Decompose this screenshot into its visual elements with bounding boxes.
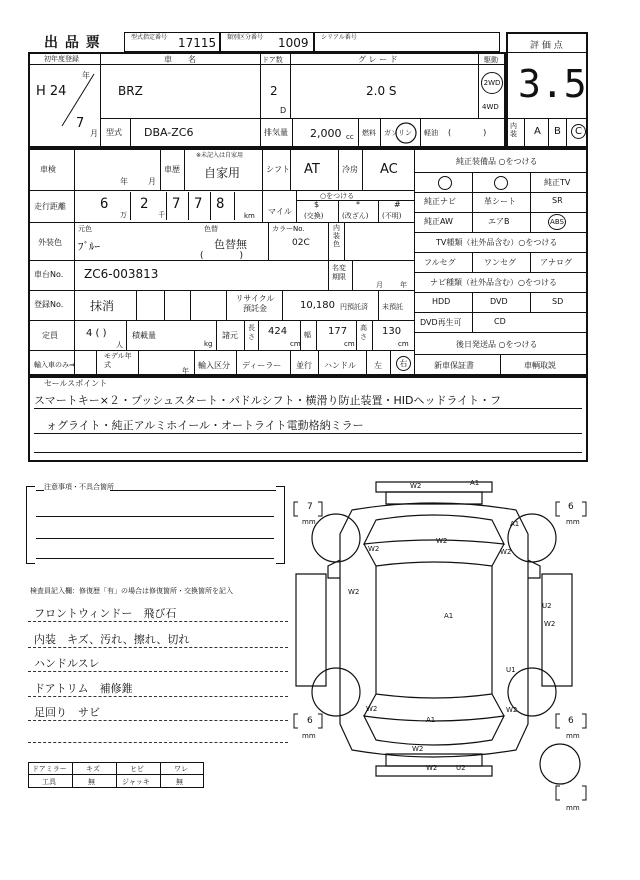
displacement-unit: cc [346, 133, 354, 141]
equip-navi: 純正ナビ [424, 197, 456, 206]
mark-front-right-a1: A1 [510, 520, 520, 528]
sales-line-1: スマートキー×２・プッシュスタート・パドルシフト・横滑り防止装置・HIDヘッドライト・フ [34, 394, 502, 407]
recycle-unpaid: 未預託 [382, 303, 403, 311]
score-label: 評 価 点 [530, 41, 563, 51]
right-side-panel [542, 574, 572, 686]
width-value: 177 [328, 326, 348, 337]
import-label: 輸入車のみ⇒ [34, 361, 75, 369]
front-left-wheel [312, 514, 360, 562]
doors-value: 2 [270, 84, 278, 98]
mile-label: マイル [268, 207, 292, 216]
history-value: 自家用 [204, 166, 241, 180]
notes-label: 注意事項・不具合箇所 [44, 483, 114, 491]
tool-value-3: ジャッキ [122, 778, 150, 786]
fuel-gasoline-circle [394, 121, 418, 145]
mark-rear-bumper-w2: W2 [426, 764, 438, 772]
mark-right-rear-u1: U1 [506, 666, 516, 674]
later-manual: 車輌取説 [524, 361, 556, 370]
notes-bracket-right [276, 486, 285, 564]
navi-title: ナビ種類（社外品含む）○をつける [430, 278, 557, 287]
mileage-digit-3: 7 [172, 196, 181, 212]
tread-spare-unit: mm [566, 804, 580, 812]
length-label: 長さ [248, 324, 255, 341]
spare-wheel [540, 744, 580, 784]
navi-sd: SD [552, 297, 564, 306]
fuel-gasoline: ガソリン [384, 129, 412, 137]
model-year-unit: 年 [182, 367, 189, 375]
handle-label: ハンドル [324, 361, 356, 370]
title-change-day: 年 [400, 281, 407, 289]
color-change-label: 色替 [204, 225, 218, 233]
tread-front-right-unit: mm [566, 518, 580, 526]
tv-analog: アナログ [540, 258, 572, 267]
tool-value-1: 工具 [42, 778, 56, 786]
shift-label: シフト [266, 165, 290, 174]
height-unit: cm [398, 340, 409, 348]
orig-color-label: 元色 [78, 225, 92, 233]
mark-front-right-w2: W2 [500, 548, 512, 556]
category-no-label: 類別区分番号 [227, 34, 264, 41]
dollar-sign: $ [314, 200, 320, 209]
recycle-unit: 円預託済 [340, 303, 368, 311]
title-change-label: 名変期限 [332, 264, 346, 281]
tread-front-left-unit: mm [302, 518, 316, 526]
inspector-line-1: フロントウィンドー 飛び石 [34, 607, 177, 620]
inspection-year-unit: 年 [120, 177, 128, 186]
tread-rear-right: 6 [568, 716, 574, 726]
navi-dvd-play: DVD再生可 [420, 318, 462, 327]
tread-front-left: 7 [307, 502, 313, 512]
interior-color-label: 内装色 [333, 224, 340, 248]
mileage-digit-5: 8 [216, 196, 225, 212]
reg-value: 抹消 [90, 299, 115, 313]
mark-front-bumper-w2: W2 [410, 482, 422, 490]
inspector-label: 検査員記入欄：修復歴「有」の場合は修復箇所・交換箇所を記入 [30, 587, 233, 595]
tv-title: TV種類（社外品含む）○をつける [436, 238, 558, 247]
color-label: 外装色 [38, 238, 62, 247]
colorno-value: 02C [292, 238, 310, 248]
unknown-label: (不明) [382, 212, 402, 220]
length-value: 424 [268, 326, 288, 337]
score-value: 3.5 [518, 62, 587, 106]
month-unit: 月 [90, 129, 98, 138]
tool-header-3: ヒビ [130, 765, 144, 773]
mark-rear-right-w2: W2 [506, 706, 518, 714]
tool-header-1: ドアミラー [32, 765, 67, 773]
capacity-unit: 人 [116, 341, 123, 349]
car-name-value: BRZ [118, 84, 143, 98]
mark-hint: ○をつける [320, 192, 355, 200]
height-label: 高さ [360, 324, 367, 341]
inspector-line-5: 足回り サビ [34, 706, 100, 719]
mark-rear-left-w2: W2 [366, 705, 378, 713]
grade-label: グ レ ー ド [358, 55, 398, 64]
hash-sign: # [394, 200, 401, 209]
import-parallel: 並行 [296, 361, 312, 370]
length-unit: cm [290, 340, 301, 348]
tampered-label: (改ざん) [342, 212, 369, 220]
notes-bracket-left [26, 486, 35, 564]
model-value: DBA-ZC6 [144, 126, 194, 139]
equip-aw: 純正AW [424, 217, 453, 226]
mark-front-left-w2: W2 [368, 545, 380, 553]
star-sign: * [356, 200, 360, 209]
equip-abs-circled: ABS [548, 214, 566, 230]
mileage-sen: 千 [158, 211, 165, 219]
width-unit: cm [344, 340, 355, 348]
dims-label: 諸元 [222, 331, 238, 340]
colorno-label: カラーNo. [272, 225, 305, 233]
first-reg-era: H 24 [36, 84, 67, 99]
navi-mark-icon [438, 176, 452, 190]
mileage-km: km [244, 212, 255, 220]
tv-fullseg: フルセグ [424, 258, 456, 267]
fuel-diesel: 軽油 [424, 129, 438, 137]
mark-right-side-u2: U2 [542, 602, 552, 610]
doors-label: ドア数 [262, 56, 283, 64]
displacement-value: 2,000 [310, 127, 342, 140]
tool-header-4: ワレ [174, 765, 188, 773]
sales-line-2: ォグライト・純正アルミホイール・オートライト電動格納ミラー [46, 419, 364, 432]
mark-front-bumper-a1: A1 [470, 479, 480, 487]
height-value: 130 [382, 326, 402, 337]
first-reg-label: 初年度登録 [44, 55, 79, 63]
color-change-value: 色替無 [214, 238, 247, 251]
tread-front-right: 6 [568, 502, 574, 512]
inspector-line-3: ハンドルスレ [34, 657, 100, 670]
mark-trunk-a1: A1 [426, 716, 436, 724]
interior-a: A [534, 126, 541, 137]
width-label: 幅 [304, 331, 311, 339]
mark-rear-lamp-w2: W2 [412, 745, 424, 753]
rear-left-wheel [312, 668, 360, 716]
hood-shape [364, 515, 504, 544]
equip-title: 純正装備品 ○をつける [456, 157, 538, 166]
interior-b: B [554, 126, 561, 137]
navi-dvd: DVD [490, 297, 508, 306]
mileage-digit-2: 2 [140, 196, 149, 212]
grade-value: 2.0 S [366, 84, 397, 98]
handle-right-circled: 右 [396, 356, 411, 371]
load-label: 積載量 [132, 331, 156, 340]
load-unit: kg [204, 340, 213, 348]
drive-2wd-circled: 2WD [481, 72, 503, 94]
interior-c-circled: C [571, 124, 586, 139]
chassis-value: ZC6-003813 [84, 267, 159, 281]
recycle-value: 10,180 [300, 300, 335, 311]
mark-roof-a1: A1 [444, 612, 454, 620]
navi-hdd: HDD [432, 297, 451, 306]
ac-label: 冷房 [342, 165, 358, 174]
mark-rear-bumper-u2: U2 [456, 764, 466, 772]
fuel-other: ( ) [448, 128, 487, 137]
inspection-label: 車検 [40, 165, 56, 174]
serial-label: シリアル番号 [321, 34, 357, 41]
fuel-label: 燃料 [362, 129, 376, 137]
leather-mark-icon [494, 176, 508, 190]
equip-tv: 純正TV [544, 178, 571, 187]
drive-label: 駆動 [484, 56, 498, 64]
shift-value: AT [304, 162, 320, 177]
history-label: 車歴 [164, 165, 180, 174]
model-label: 型式 [106, 128, 122, 137]
tread-rear-left: 6 [307, 716, 313, 726]
first-reg-month: 7 [76, 116, 85, 131]
reg-label: 登録No. [34, 300, 64, 309]
ac-value: AC [380, 162, 398, 177]
history-note: ※未記入は自家用 [196, 152, 244, 159]
drive-4wd: 4WD [482, 103, 499, 111]
orig-color-value: ﾌﾞﾙｰ [78, 240, 100, 253]
year-unit: 年 [82, 71, 90, 80]
form-title: 出 品 票 [44, 35, 101, 51]
left-side-panel [296, 574, 326, 686]
tool-header-2: キズ [86, 765, 100, 773]
inspector-line-2: 内装 キズ、汚れ、擦れ、切れ [34, 633, 190, 646]
left-mirror-shape [328, 560, 340, 578]
mark-right-side-w2: W2 [544, 620, 556, 628]
chassis-label: 車台No. [34, 270, 64, 279]
front-grille-shape [386, 492, 482, 504]
type-no-label: 型式指定番号 [131, 34, 168, 41]
capacity-label: 定員 [42, 331, 58, 340]
recycle-label: リサイクル預託金 [235, 294, 275, 313]
mileage-digit-1: 6 [100, 196, 109, 212]
mark-left-door-w2: W2 [348, 588, 360, 596]
equip-airbag: エアB [488, 217, 510, 226]
tool-value-2: 無 [88, 778, 95, 786]
tv-oneseg: ワンセグ [484, 258, 516, 267]
category-no-value: 1009 [278, 36, 309, 50]
mark-hood-w2: W2 [436, 537, 448, 545]
displacement-label: 排気量 [264, 128, 288, 137]
tool-value-4: 無 [176, 778, 183, 786]
mileage-label: 走行距離 [34, 202, 66, 211]
tread-rear-left-unit: mm [302, 732, 316, 740]
later-title: 後日発送品 ○をつける [456, 340, 538, 349]
capacity-value: 4 ( ) [86, 328, 107, 339]
import-type-label: 輸入区分 [198, 361, 230, 370]
tread-rear-right-unit: mm [566, 732, 580, 740]
import-dealer: ディーラー [242, 361, 282, 370]
right-mirror-shape [528, 560, 540, 578]
handle-left: 左 [374, 361, 382, 370]
exchange-label: (交換) [304, 212, 324, 220]
color-paren: ( ) [200, 251, 244, 261]
title-change-month: 月 [376, 281, 383, 289]
interior-label: 内装 [510, 122, 517, 138]
navi-cd: CD [494, 317, 506, 326]
equip-leather: 革シート [484, 197, 516, 206]
door-type: D [280, 106, 287, 115]
type-no-value: 17115 [178, 36, 217, 50]
later-warranty: 新車保証書 [434, 361, 474, 370]
model-year-label: モデル年式 [104, 352, 132, 369]
sales-label: セールスポイント [44, 379, 108, 388]
car-name-label: 車 名 [164, 55, 196, 64]
mileage-digit-4: 7 [194, 196, 203, 212]
equip-sr: SR [552, 196, 563, 205]
inspection-month-unit: 月 [148, 177, 156, 186]
mileage-man: 万 [120, 211, 127, 219]
inspector-line-4: ドアトリム 補修錐 [34, 682, 133, 695]
